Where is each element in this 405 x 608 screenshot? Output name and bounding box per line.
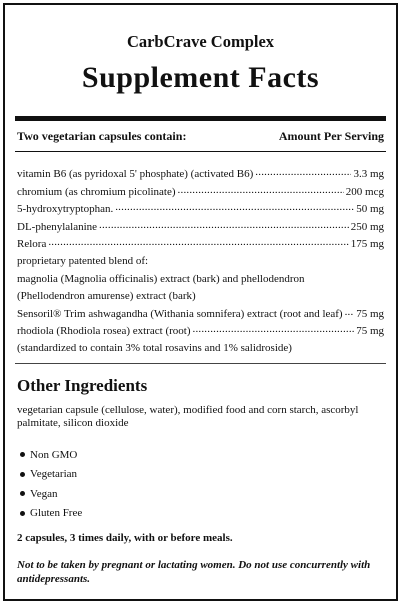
- attribute-item: [17, 465, 82, 485]
- section-divider: [15, 363, 386, 364]
- dot-leader: [115, 201, 354, 215]
- blend-title: proprietary patented blend of:: [17, 255, 149, 268]
- dot-leader: [193, 323, 355, 337]
- ingredient-amount: 3.3 mg: [353, 168, 384, 181]
- facts-list: [17, 163, 384, 354]
- amount-per-serving-header: Amount Per Serving: [278, 129, 384, 143]
- ingredient-name: vitamin B6 (as pyridoxal 5' phosphate) (activated B6): [17, 168, 254, 181]
- ingredient-row: [17, 198, 384, 215]
- blend-line: (Phellodendron amurense) extract (bark): [17, 290, 196, 303]
- header-divider: [15, 151, 386, 152]
- ingredient-row: [17, 163, 384, 180]
- blend-row: [17, 320, 384, 337]
- attribute-item: [17, 484, 82, 504]
- ingredient-row: [17, 215, 384, 232]
- dot-leader: [48, 236, 348, 250]
- supplement-facts-heading: Supplement Facts: [81, 61, 320, 94]
- other-ingredients-title: Other Ingredients: [17, 376, 148, 395]
- ingredient-amount: 175 mg: [350, 237, 384, 250]
- attribute-item: [17, 504, 82, 524]
- attribute-label: Gluten Free: [30, 507, 83, 520]
- blend-line: magnolia (Magnolia officinalis) extract (bark) and phellodendron: [17, 272, 305, 285]
- other-ingredients-text: vegetarian capsule (cellulose, water), modified food and corn starch, ascorbyl palmitate, silicon dioxide: [17, 404, 359, 429]
- ingredient-row: [17, 180, 384, 197]
- serving-size: Two vegetarian capsules contain:: [17, 129, 187, 143]
- directions: 2 capsules, 3 times daily, with or before meals.: [17, 532, 233, 544]
- ingredient-name: DL-phenylalanine: [17, 220, 98, 233]
- attribute-item: [17, 445, 82, 465]
- blend-item-amount: 75 mg: [356, 307, 384, 320]
- ingredient-amount: 250 mg: [350, 220, 384, 233]
- bullet-icon: [20, 472, 25, 477]
- standardization-note: (standardized to contain 3% total rosavins and 1% salidroside): [17, 342, 292, 355]
- bullet-icon: [20, 491, 25, 496]
- ingredient-amount: 50 mg: [356, 203, 384, 216]
- ingredient-name: 5-hydroxytryptophan.: [17, 203, 114, 216]
- dot-leader: [99, 219, 349, 233]
- dot-leader: [345, 306, 355, 320]
- supplement-facts-panel: [3, 3, 398, 601]
- ingredient-row: [17, 233, 384, 250]
- ingredient-amount: 200 mcg: [345, 185, 384, 198]
- product-name: CarbCrave Complex: [126, 32, 275, 51]
- attribute-label: Non GMO: [30, 448, 78, 461]
- bullet-icon: [20, 511, 25, 516]
- ingredient-name: chromium (as chromium picolinate): [17, 185, 176, 198]
- ingredient-name: Relora: [17, 237, 47, 250]
- bullet-icon: [20, 452, 25, 457]
- serving-header: [17, 129, 384, 144]
- attribute-list: [17, 445, 82, 523]
- blend-item-amount: 75 mg: [356, 324, 384, 337]
- attribute-label: Vegan: [30, 487, 58, 500]
- thick-divider: [15, 116, 386, 121]
- warning: Not to be taken by pregnant or lactating women. Do not use concurrently with antidepressants.: [17, 559, 371, 585]
- dot-leader: [255, 166, 351, 180]
- blend-item-name: Sensoril® Trim ashwagandha (Withania somnifera) extract (root and leaf): [17, 307, 343, 320]
- blend-item-name: rhodiola (Rhodiola rosea) extract (root): [17, 324, 191, 337]
- attribute-label: Vegetarian: [30, 468, 78, 481]
- blend-row: [17, 302, 384, 319]
- dot-leader: [178, 184, 344, 198]
